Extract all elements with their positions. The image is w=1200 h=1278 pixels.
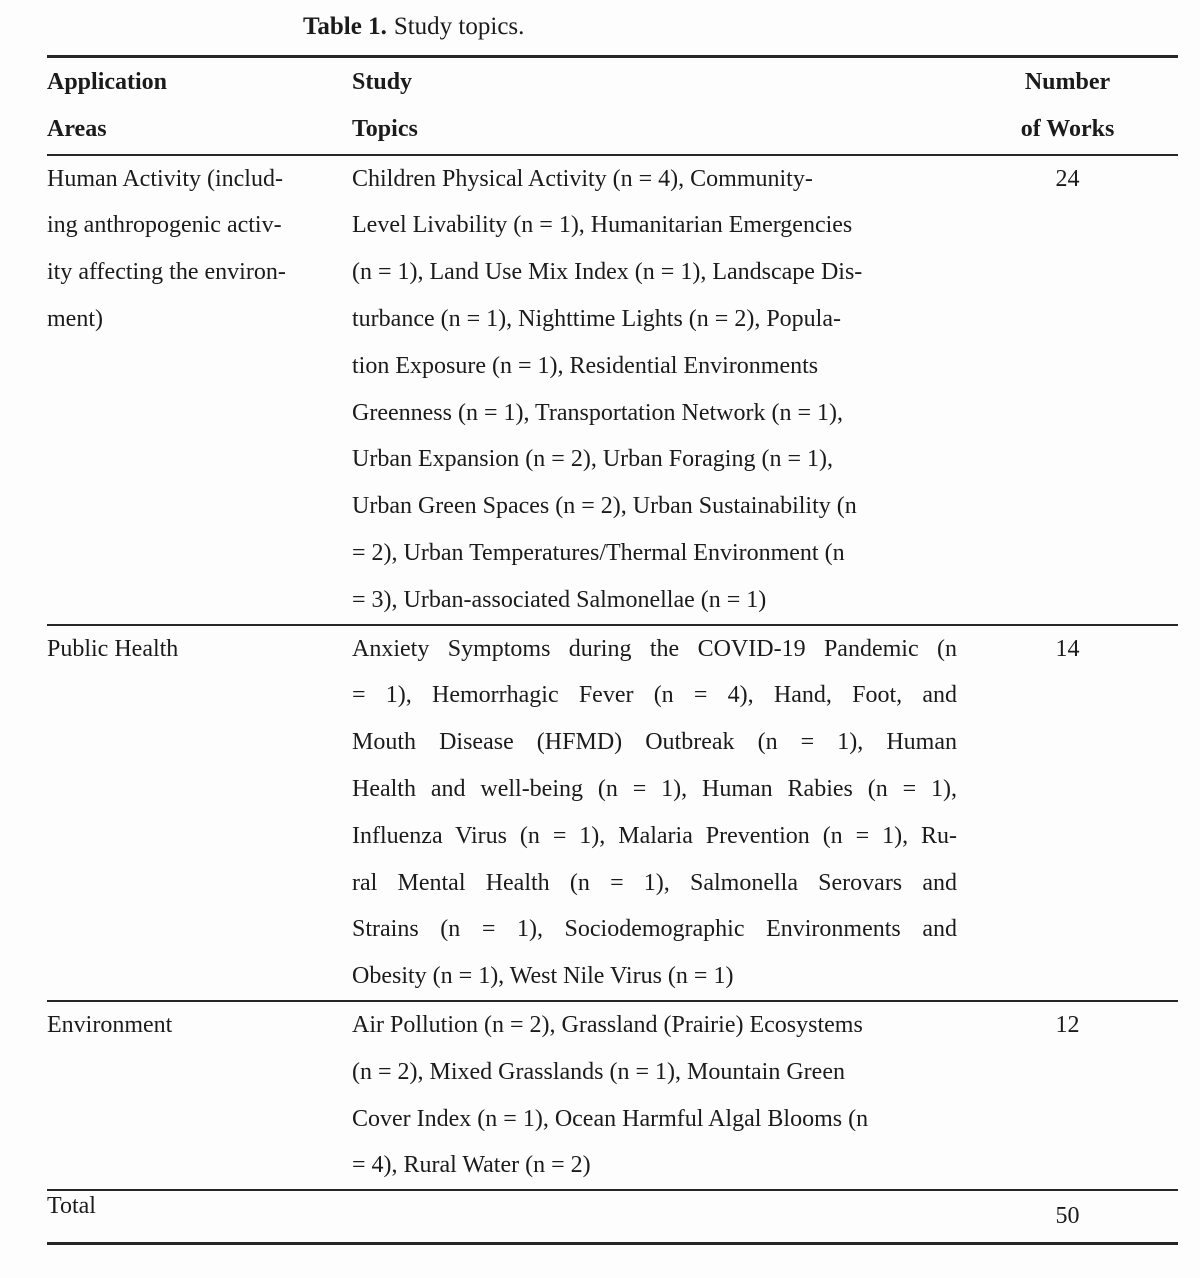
cell-study-topics: Air Pollution (n = 2), Grassland (Prairie) Ecosystems (n = 2), Mixed Grasslands (n = 1), Mountain Green Cover Index (n = 1), Ocean Harmful Algal Blooms (n = 4), Rural Water (n = 2) xyxy=(352,1011,869,1179)
total-label: Total xyxy=(47,1193,96,1220)
cell-application-area: Human Activity (includ- ing anthropogenic activ- ity affecting the environ- ment) xyxy=(47,165,286,332)
column-header-study-topics: Study Topics xyxy=(352,69,418,142)
table-caption-label: Table 1. xyxy=(303,13,387,40)
table-caption xyxy=(303,0,1200,42)
table-row-human-activity xyxy=(47,156,1178,626)
column-header-number-of-works: Number of Works xyxy=(1020,69,1115,142)
total-count: 50 xyxy=(1055,1203,1080,1230)
cell-application-area: Public Health xyxy=(47,635,179,662)
column-header-application-areas: Application Areas xyxy=(47,69,168,142)
table-total-row xyxy=(47,1191,1178,1242)
table-row-public-health xyxy=(47,626,1178,1002)
cell-study-topics: Children Physical Activity (n = 4), Community- Level Livability (n = 1), Humanitarian Emergencies (n = 1), Land Use Mix Index (n = 1), Landscape Dis- turbance (n = 1), Nighttime Lights (n = 2), Popula- tion Exposure (n = 1), Residential Environments Greenness (n = 1), Transportation Network (n = 1), Urban Expansion (n = 2), Urban Foraging (n = 1), Urban Green Spaces (n = 2), Urban Sustainability (n = 2), Urban Temperatures/Thermal Environment (n = 3), Urban-associated Salmonellae (n = 1) xyxy=(352,165,863,613)
cell-number-of-works: 14 xyxy=(1055,635,1080,662)
cell-number-of-works: 24 xyxy=(1055,165,1080,192)
cell-study-topics: Anxiety Symptoms during the COVID-19 Pandemic (n = 1), Hemorrhagic Fever (n = 4), Hand, Foot, and Mouth Disease (HFMD) Outbreak (n = 1), Human Health and well-being (n = 1), Human Rabies (n = 1), Influenza Virus (n = 1), Malaria Prevention (n = 1), Ru- ral Mental Health (n = 1), Salmonella Serovars and Strains (n = 1), Sociodemographic Environments and Obesity (n = 1), West Nile Virus (n = 1) xyxy=(352,635,957,990)
total-spacer xyxy=(352,1193,957,1240)
cell-application-area: Environment xyxy=(47,1011,173,1038)
table-caption-text: Study topics. xyxy=(393,13,525,40)
cell-number-of-works: 12 xyxy=(1055,1011,1080,1038)
table-header-row xyxy=(47,58,1178,156)
table-row-environment xyxy=(47,1002,1178,1191)
study-topics-table xyxy=(47,55,1178,1245)
